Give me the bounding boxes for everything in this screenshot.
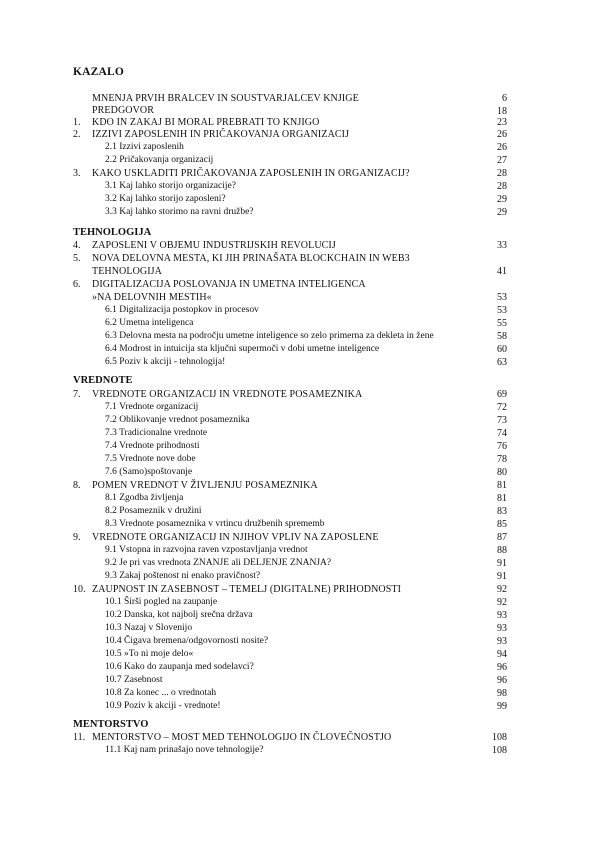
toc-entry-title: KDO IN ZAKAJ BI MORAL PREBRATI TO KNJIGO (92, 117, 320, 128)
toc-entry-number: 9. (73, 532, 81, 543)
toc-page-number: 33 (497, 240, 507, 251)
toc-entry-number: 7. (73, 389, 81, 400)
toc-page-number: 41 (497, 266, 507, 277)
toc-entry-title: 8.3 Vrednote posameznika v vrtincu družbenih sprememb (105, 519, 325, 529)
toc-page-number: 74 (497, 428, 507, 439)
toc-entry-title: VREDNOTE ORGANIZACIJ IN VREDNOTE POSAMEZNIKA (92, 389, 363, 400)
toc-page-number: 91 (497, 558, 507, 569)
toc-page-number: 76 (497, 441, 507, 452)
toc-page-number: 96 (497, 662, 507, 673)
toc-entry (0, 278, 600, 291)
toc-entry-title: 2.2 Pričakovanja organizacij (105, 155, 214, 165)
toc-subentry (0, 427, 600, 440)
toc-subentry (0, 154, 600, 167)
toc-entry (73, 731, 507, 744)
toc-entry-title: 6.3 Delovna mesta na področju umetne inteligence so zelo primerna za dekleta in žene (105, 331, 434, 341)
toc-subentry (0, 557, 600, 570)
toc-entry-title: 7.1 Vrednote organizacij (105, 402, 199, 412)
toc-entry-title: 11.1 Kaj nam prinašajo nove tehnologije? (105, 745, 264, 755)
toc-subentry (0, 622, 600, 635)
toc-entry-title: 7.2 Oblikovanje vrednot posameznika (105, 415, 250, 425)
toc-entry (73, 479, 507, 492)
toc-page-number: 29 (497, 207, 507, 218)
toc-entry (73, 265, 507, 278)
toc-subentry (0, 440, 600, 453)
toc-page-number: 94 (497, 649, 507, 660)
toc-entry-title: MENTORSTVO (73, 719, 149, 730)
toc-page-number: 92 (497, 584, 507, 595)
toc-entry-title: 6.2 Umetna inteligenca (105, 318, 194, 328)
toc-page-number: 99 (497, 701, 507, 712)
toc-entry-title: TEHNOLOGIJA (73, 227, 152, 238)
toc-entry-title: KAKO USKLADITI PRIČAKOVANJA ZAPOSLENIH IN ORGANIZACIJ? (92, 168, 410, 179)
toc-entry-number: 11. (73, 732, 86, 743)
toc-page-number: 58 (497, 331, 507, 342)
toc-entry-title: 7.3 Tradicionalne vrednote (105, 428, 208, 438)
toc-subentry (0, 596, 600, 609)
toc-subentry (0, 343, 600, 356)
toc-entry-title: 2.1 Izzivi zaposlenih (105, 142, 184, 152)
toc-page-number: 108 (492, 745, 507, 756)
toc-section-heading (0, 226, 600, 239)
toc-subentry (0, 401, 600, 414)
toc-entry (73, 291, 507, 304)
toc-subentry (0, 648, 600, 661)
toc-page-number: 18 (497, 106, 507, 117)
toc-heading: KAZALO (73, 66, 125, 78)
toc-page-number: 88 (497, 545, 507, 556)
toc-subentry (0, 453, 600, 466)
toc-page-number: 28 (497, 168, 507, 179)
toc-subentry (0, 744, 600, 757)
toc-page-number: 93 (497, 623, 507, 634)
toc-subentry (0, 505, 600, 518)
toc-entry-title: 10.4 Čigava bremena/odgovornosti nosite? (105, 636, 269, 646)
toc-entry-title: 10.1 Širši pogled na zaupanje (105, 597, 218, 607)
toc-page-number: 81 (497, 480, 507, 491)
toc-page-number: 78 (497, 454, 507, 465)
toc-subentry (0, 674, 600, 687)
toc-page-number: 72 (497, 402, 507, 413)
toc-page-number: 53 (497, 292, 507, 303)
toc-page-number: 69 (497, 389, 507, 400)
toc-page-number: 27 (497, 155, 507, 166)
toc-entry-title: VREDNOTE ORGANIZACIJ IN NJIHOV VPLIV NA ZAPOSLENE (92, 532, 379, 543)
toc-entry-title: 10.2 Danska, kot najbolj srečna država (105, 610, 253, 620)
toc-entry-title: 9.1 Vstopna in razvojna raven vzpostavljanja vrednot (105, 545, 308, 555)
toc-section-heading (0, 718, 600, 731)
toc-entry-title: ZAUPNOST IN ZASEBNOST – TEMELJ (DIGITALNE) PRIHODNOSTI (92, 584, 402, 595)
toc-entry-title: VREDNOTE (73, 375, 133, 386)
toc-entry (73, 128, 507, 141)
toc-entry (73, 239, 507, 252)
toc-subentry (0, 466, 600, 479)
toc-entry-number: 10. (73, 584, 86, 595)
toc-entry-title: DIGITALIZACIJA POSLOVANJA IN UMETNA INTELIGENCA (92, 279, 366, 290)
toc-subentry (0, 700, 600, 713)
toc-page-number: 55 (497, 318, 507, 329)
toc-entry-number: 6. (73, 279, 81, 290)
toc-entry-title: 10.5 »To ni moje delo« (105, 649, 194, 659)
toc-subentry (0, 687, 600, 700)
toc-page-number: 108 (492, 732, 507, 743)
toc-page-number: 85 (497, 519, 507, 530)
toc-entry-title: NOVA DELOVNA MESTA, KI JIH PRINAŠATA BLOCKCHAIN IN WEB3 (92, 253, 410, 264)
toc-subentry (0, 304, 600, 317)
toc-entry-title: 9.2 Je pri vas vrednota ZNANJE ali DELJENJE ZNANJA? (105, 558, 332, 568)
toc-subentry (0, 180, 600, 193)
toc-entry-title: PREDGOVOR (92, 105, 155, 116)
toc-subentry (0, 492, 600, 505)
toc-page-number: 23 (497, 117, 507, 128)
toc-entry-title: 7.5 Vrednote nove dobe (105, 454, 196, 464)
toc-page-number: 81 (497, 493, 507, 504)
toc-entry-title: 3.2 Kaj lahko storijo zaposleni? (105, 194, 226, 204)
toc-entry-number: 4. (73, 240, 81, 251)
toc-page-number: 93 (497, 610, 507, 621)
toc-subentry (0, 193, 600, 206)
toc-entry-title: 10.6 Kako do zaupanja med sodelavci? (105, 662, 254, 672)
toc-entry-title: 3.1 Kaj lahko storijo organizacije? (105, 181, 236, 191)
toc-entry-title: 10.3 Nazaj v Slovenijo (105, 623, 193, 633)
toc-page-number: 92 (497, 597, 507, 608)
toc-page-number: 93 (497, 636, 507, 647)
toc-page-number: 91 (497, 571, 507, 582)
toc-entry-title: 6.4 Modrost in intuicija sta ključni supermoči v dobi umetne inteligence (105, 344, 380, 354)
toc-subentry (0, 356, 600, 369)
toc-entry-title: 7.4 Vrednote prihodnosti (105, 441, 200, 451)
toc-entry-title: ZAPOSLENI V OBJEMU INDUSTRIJSKIH REVOLUCIJ (92, 240, 336, 251)
toc-page-number: 73 (497, 415, 507, 426)
toc-entry-number: 3. (73, 168, 81, 179)
toc-subentry (0, 661, 600, 674)
toc-entry-title: MNENJA PRVIH BRALCEV IN SOUSTVARJALCEV KNJIGE (92, 93, 359, 104)
toc-entry-title: 8.2 Posameznik v družini (105, 506, 202, 516)
toc-entry-title: IZZIVI ZAPOSLENIH IN PRIČAKOVANJA ORGANIZACIJ (92, 129, 350, 140)
toc-entry (73, 531, 507, 544)
toc-page-number: 29 (497, 194, 507, 205)
toc-entry-number: 1. (73, 117, 81, 128)
toc-entry-title: MENTORSTVO – MOST MED TEHNOLOGIJO IN ČLOVEČNOSTJO (92, 732, 392, 743)
toc-entry (0, 252, 600, 265)
toc-page-number: 87 (497, 532, 507, 543)
toc-page-number: 28 (497, 181, 507, 192)
toc-entry-number: 5. (73, 253, 81, 264)
toc-page-number: 80 (497, 467, 507, 478)
toc-subentry (0, 570, 600, 583)
toc-page-number: 83 (497, 506, 507, 517)
toc-entry-title: »NA DELOVNIH MESTIH« (92, 292, 212, 303)
toc-page-number: 96 (497, 675, 507, 686)
toc-subentry (0, 414, 600, 427)
toc-section-heading (0, 374, 600, 387)
toc-entry-number: 8. (73, 480, 81, 491)
toc-entry-title: 6.1 Digitalizacija postopkov in procesov (105, 305, 259, 315)
toc-entry-title: 10.7 Zasebnost (105, 675, 163, 685)
toc-subentry (0, 206, 600, 219)
toc-subentry (0, 635, 600, 648)
toc-entry-title: 7.6 (Samo)spoštovanje (105, 467, 193, 477)
toc-page-number: 26 (497, 142, 507, 153)
toc-subentry (0, 609, 600, 622)
toc-entry-title: 10.8 Za konec ... o vrednotah (105, 688, 217, 698)
toc-page-number: 63 (497, 357, 507, 368)
toc-entry-title: 6.5 Poziv k akciji - tehnologija! (105, 357, 226, 367)
toc-entry-title: 9.3 Zakaj poštenost ni enako pravičnost? (105, 571, 261, 581)
toc-page-number: 60 (497, 344, 507, 355)
toc-subentry (0, 141, 600, 154)
toc-subentry (0, 518, 600, 531)
toc-subentry (0, 330, 600, 343)
toc-page-number: 98 (497, 688, 507, 699)
toc-entry (73, 583, 507, 596)
toc-entry-title: 10.9 Poziv k akciji - vrednote! (105, 701, 221, 711)
toc-subentry (0, 544, 600, 557)
toc-entry-title: 8.1 Zgodba življenja (105, 493, 184, 503)
toc-entry (73, 167, 507, 180)
toc-page-number: 26 (497, 129, 507, 140)
toc-entry-title: 3.3 Kaj lahko storimo na ravni družbe? (105, 207, 254, 217)
toc-page-number: 53 (497, 305, 507, 316)
toc-subentry (0, 317, 600, 330)
toc-entry-title: POMEN VREDNOT V ŽIVLJENJU POSAMEZNIKA (92, 480, 318, 491)
toc-entry-title: TEHNOLOGIJA (92, 266, 162, 277)
toc-page-number: 6 (502, 93, 507, 104)
toc-entry-number: 2. (73, 129, 81, 140)
toc-entry (73, 388, 507, 401)
